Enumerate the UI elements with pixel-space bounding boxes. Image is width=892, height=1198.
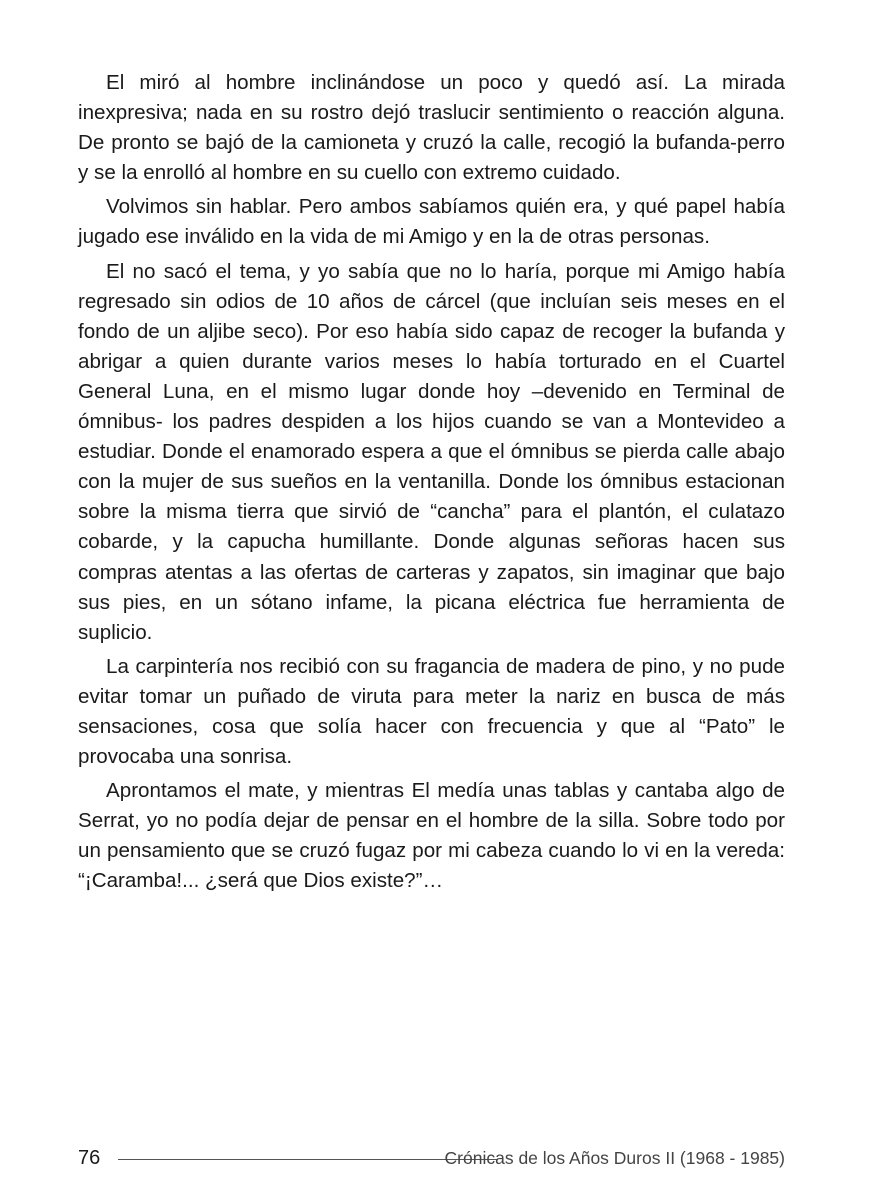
paragraph-5: Aprontamos el mate, y mientras El medía unas tablas y cantaba algo de Serrat, yo no podía dejar de pensar en el hombre de la silla. Sobre todo por un pensamiento que se cruzó fugaz por mi cabeza cuando lo vi en la vereda: “¡Caramba!... ¿será que Dios existe?”… (78, 779, 785, 893)
paragraph-1: El miró al hombre inclinándose un poco y quedó así. La mirada inexpresiva; nada en su rostro dejó traslucir sentimiento o reacción alguna. De pronto se bajó de la camioneta y cruzó la calle, recogió la bufanda-perro y se la enrolló al hombre en su cuello con extremo cuidado. (78, 71, 785, 185)
paragraph-3: El no sacó el tema, y yo sabía que no lo haría, porque mi Amigo había regresado sin odios de 10 años de cárcel (que incluían seis meses en el fondo de un aljibe seco). Por eso había sido capaz de recoger la bufanda y abrigar a quien durante varios meses lo había torturado en el Cuartel General Luna, en el mismo lugar donde hoy –devenido en Terminal de ómnibus- los padres despiden a los hijos cuando se van a Montevideo a estudiar. Donde el enamorado espera a que el ómnibus se pierda calle abajo con la mujer de sus sueños en la ventanilla. Donde los ómnibus estacionan sobre la misma tierra que sirvió de “cancha” para el plantón, el culatazo cobarde, y la capucha humillante. Donde algunas señoras hacen sus compras atentas a las ofertas de carteras y zapatos, sin imaginar que bajo sus pies, en un sótano infame, la picana eléctrica fue herramienta de suplicio. (78, 259, 785, 644)
footer-divider (118, 1159, 498, 1160)
body-text (78, 68, 785, 901)
paragraph-2: Volvimos sin hablar. Pero ambos sabíamos quién era, y qué papel había jugado ese inválido en la vida de mi Amigo y en la de otras personas. (78, 195, 785, 249)
running-title: Crónicas de los Años Duros II (1968 - 1985) (444, 1148, 785, 1168)
paragraph-4: La carpintería nos recibió con su fragancia de madera de pino, y no pude evitar tomar un puñado de viruta para meter la nariz en busca de más sensaciones, cosa que solía hacer con frecuencia y que al “Pato” le provocaba una sonrisa. (78, 654, 785, 769)
page-footer (78, 1143, 785, 1173)
page-number: 76 (78, 1147, 101, 1169)
